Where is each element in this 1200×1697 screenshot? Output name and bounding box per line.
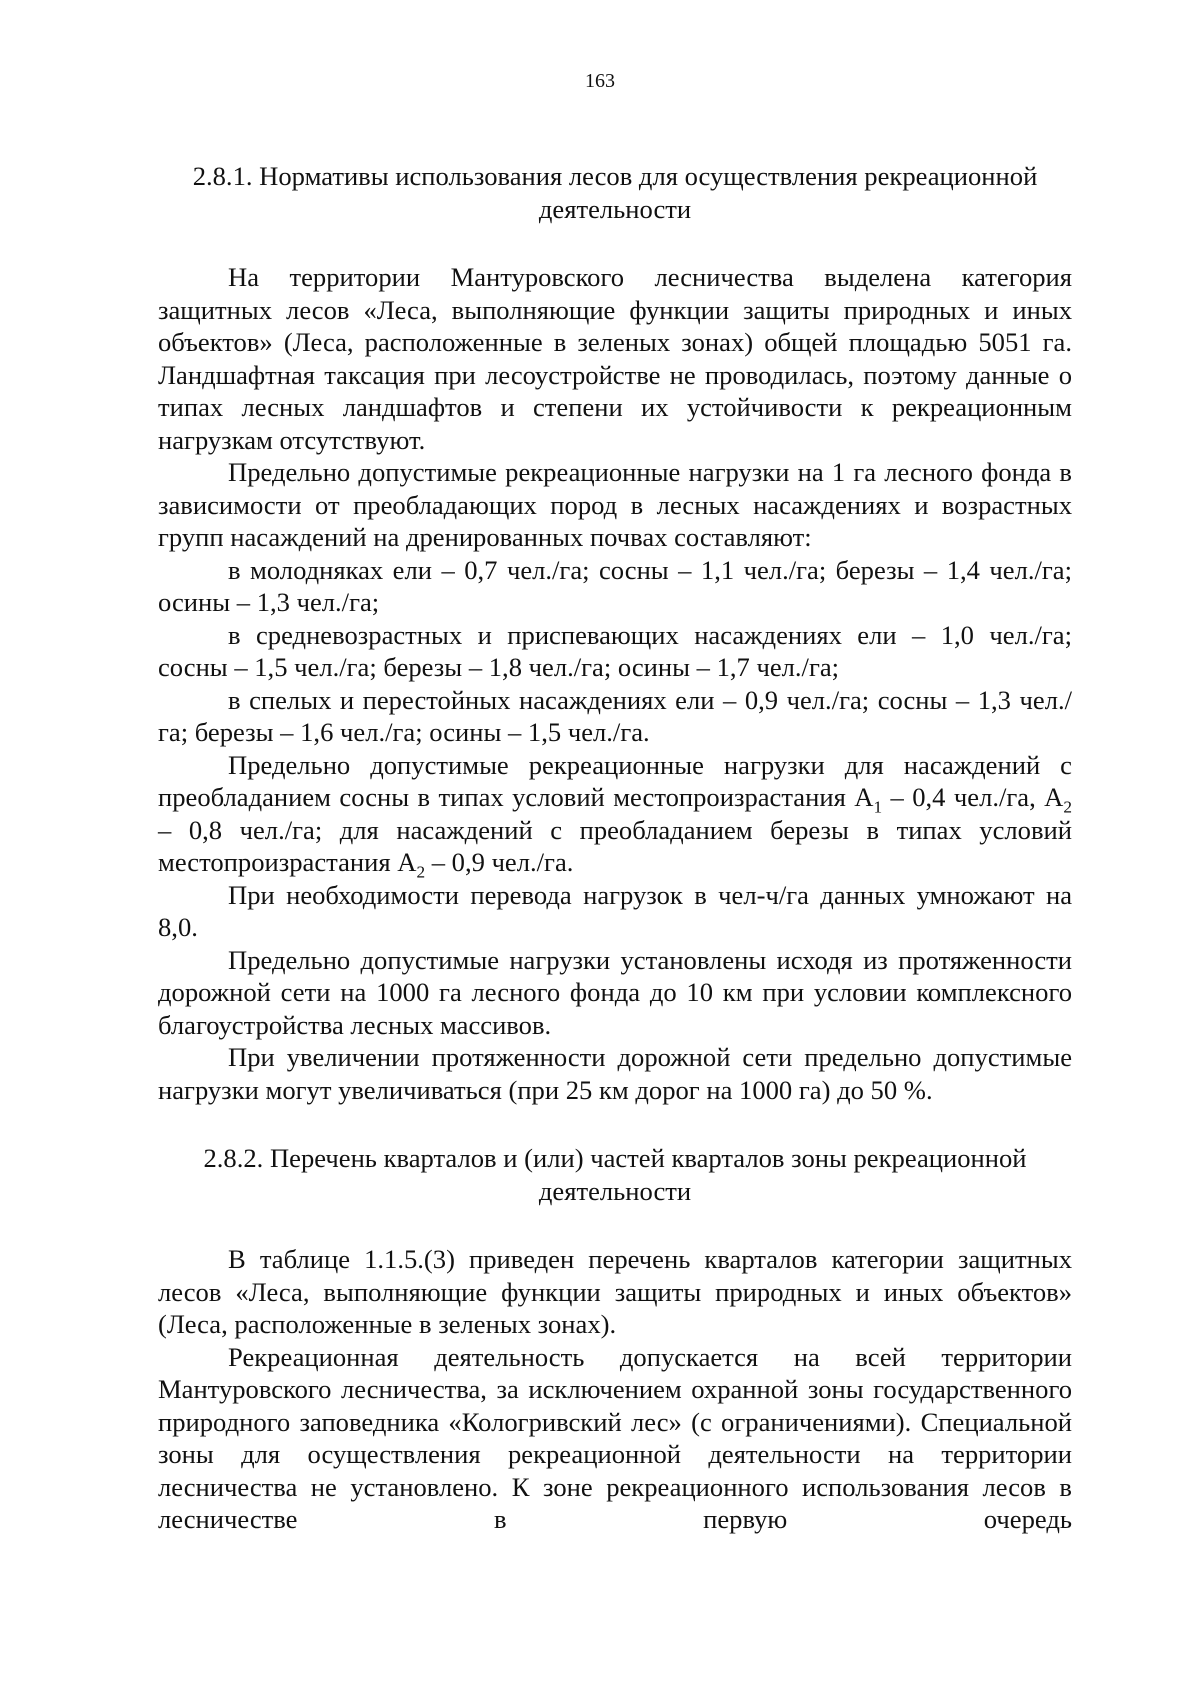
list-item: в спелых и перестойных насаждениях ели – 0,9 чел./га; сосны – 1,3 чел./га; березы – 1,6 чел./га; осины – 1,5 чел./га. xyxy=(158,684,1072,747)
paragraph: Рекреационная деятельность допускается на всей территории Мантуровского лесничества, за исключением охранной зоны государственного природного заповедника «Кологривский лес» (с ограничениями). Специальной зоны для осуществления рекреационной деятельности на территории лесничества не установлено. К зоне рекреационного использования лесов в лесничестве в первую очередь xyxy=(158,1341,1072,1534)
list-item: в средневозрастных и приспевающих насаждениях ели – 1,0 чел./га; сосны – 1,5 чел./га; березы – 1,8 чел./га; осины – 1,7 чел./га; xyxy=(158,619,1072,682)
paragraph: Предельно допустимые нагрузки установлены исходя из протяженности дорожной сети на 1000 га лесного фонда до 10 км при условии комплексного благоустройства лесных массивов. xyxy=(158,944,1072,1040)
list-item: в молодняках ели – 0,7 чел./га; сосны – 1,1 чел./га; березы – 1,4 чел./га; осины – 1,3 чел./га; xyxy=(158,554,1072,617)
paragraph-text: – 0,9 чел./га. xyxy=(425,847,574,877)
subscript: 2 xyxy=(1063,797,1073,817)
paragraph-text: – 0,4 чел./га, А xyxy=(882,782,1064,812)
paragraph xyxy=(158,749,1073,882)
paragraph-text: – 0,8 чел./га; для насаждений с преобладанием березы в типах условий местопроизрастания А xyxy=(158,814,1072,877)
subscript: 2 xyxy=(416,862,426,882)
section-heading-2-8-1: 2.8.1. Нормативы использования лесов для осуществления рекреационной деятельности xyxy=(192,161,1038,224)
paragraph: При необходимости перевода нагрузок в чел-ч/га данных умножают на 8,0. xyxy=(158,879,1072,942)
page-number: 163 xyxy=(585,70,615,92)
paragraph: В таблице 1.1.5.(3) приведен перечень кварталов категории защитных лесов «Леса, выполняющие функции защиты природных и иных объектов» (Леса, расположенные в зеленых зонах). xyxy=(158,1244,1072,1339)
document-body xyxy=(158,160,1072,1536)
paragraph: Предельно допустимые рекреационные нагрузки на 1 га лесного фонда в зависимости от преобладающих пород в лесных насаждениях и возрастных групп насаждений на дренированных почвах составляют: xyxy=(158,457,1072,552)
paragraph-text: Предельно допустимые рекреационные нагрузки для насаждений с преобладанием сосны в типах условий местопроизрастания А xyxy=(158,749,1072,812)
paragraph: При увеличении протяженности дорожной сети предельно допустимые нагрузки могут увеличиваться (при 25 км дорог на 1000 га) до 50 %. xyxy=(158,1042,1072,1105)
section-heading-2-8-2: 2.8.2. Перечень кварталов и (или) частей кварталов зоны рекреационной деятельности xyxy=(203,1143,1027,1206)
paragraph: На территории Мантуровского лесничества выделена категория защитных лесов «Леса, выполняющие функции защиты природных и иных объектов» (Леса, расположенные в зеленых зонах) общей площадью 5051 га. Ландшафтная таксация при лесоустройстве не проводилась, поэтому данные о типах лесных ландшафтов и степени их устойчивости к рекреационным нагрузкам отсутствуют. xyxy=(158,262,1072,455)
subscript: 1 xyxy=(873,797,883,817)
